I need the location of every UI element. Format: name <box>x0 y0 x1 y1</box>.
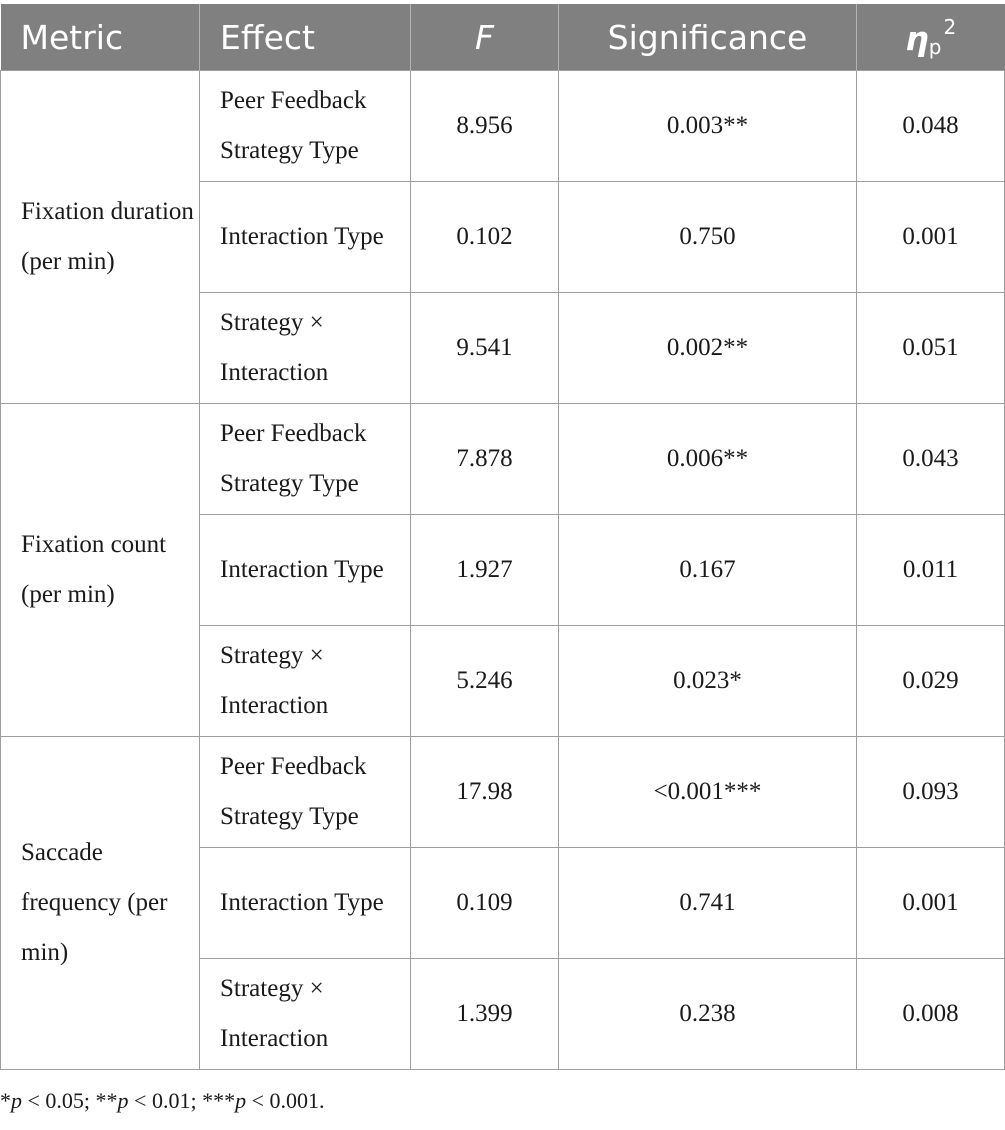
table-row <box>1 404 1005 515</box>
eta-cell: 0.048 <box>857 71 1005 182</box>
metric-cell: Fixation count (per min) <box>1 404 200 737</box>
f-value-cell: 9.541 <box>411 293 559 404</box>
footnote-threshold-1: < 0.05; <box>22 1088 96 1113</box>
header-significance: Significance <box>559 4 857 71</box>
metric-cell: Fixation duration (per min) <box>1 71 200 404</box>
f-value-cell: 17.98 <box>411 737 559 848</box>
eta-cell: 0.001 <box>857 182 1005 293</box>
f-value-cell: 7.878 <box>411 404 559 515</box>
effect-cell: Interaction Type <box>200 848 411 959</box>
f-value-cell: 0.109 <box>411 848 559 959</box>
footnote-p-2: p <box>117 1088 129 1113</box>
effect-cell: Peer Feedback Strategy Type <box>200 404 411 515</box>
eta-cell: 0.043 <box>857 404 1005 515</box>
eta-cell: 0.093 <box>857 737 1005 848</box>
eta-symbol: η <box>905 19 929 58</box>
effect-cell: Strategy × Interaction <box>200 293 411 404</box>
footnote-p-1: p <box>11 1088 22 1113</box>
table-body <box>1 71 1005 1070</box>
significance-cell: 0.002** <box>559 293 857 404</box>
header-f-symbol: F <box>475 17 494 57</box>
header-effect: Effect <box>200 4 411 71</box>
f-value-cell: 5.246 <box>411 626 559 737</box>
f-value-cell: 1.927 <box>411 515 559 626</box>
footnote-star-1: * <box>0 1088 11 1113</box>
f-value-cell: 1.399 <box>411 959 559 1070</box>
effect-cell: Peer Feedback Strategy Type <box>200 71 411 182</box>
eta-cell: 0.008 <box>857 959 1005 1070</box>
metric-cell: Saccade frequency (per min) <box>1 737 200 1070</box>
table-header <box>1 4 1005 71</box>
eta-superscript: 2 <box>943 15 957 39</box>
significance-cell: 0.003** <box>559 71 857 182</box>
eta-cell: 0.011 <box>857 515 1005 626</box>
footnote-p-3: p <box>235 1088 247 1113</box>
effect-cell: Interaction Type <box>200 515 411 626</box>
significance-cell: 0.750 <box>559 182 857 293</box>
footnote-threshold-3: < 0.001. <box>246 1088 325 1113</box>
eta-cell: 0.001 <box>857 848 1005 959</box>
significance-cell: 0.238 <box>559 959 857 1070</box>
effect-cell: Interaction Type <box>200 182 411 293</box>
significance-cell: 0.023* <box>559 626 857 737</box>
footnote-threshold-2: < 0.01; <box>128 1088 203 1113</box>
significance-footnote <box>0 1088 324 1114</box>
significance-cell: 0.741 <box>559 848 857 959</box>
eta-cell: 0.029 <box>857 626 1005 737</box>
header-f <box>411 4 559 71</box>
eta-subscript: p <box>928 35 942 59</box>
significance-cell: <0.001*** <box>559 737 857 848</box>
eta-cell: 0.051 <box>857 293 1005 404</box>
footnote-star-3: *** <box>202 1088 236 1113</box>
header-metric: Metric <box>1 4 200 71</box>
table-row <box>1 737 1005 848</box>
effect-cell: Peer Feedback Strategy Type <box>200 737 411 848</box>
table-row <box>1 71 1005 182</box>
f-value-cell: 0.102 <box>411 182 559 293</box>
significance-cell: 0.006** <box>559 404 857 515</box>
significance-cell: 0.167 <box>559 515 857 626</box>
f-value-cell: 8.956 <box>411 71 559 182</box>
header-row <box>1 4 1005 71</box>
effect-cell: Strategy × Interaction <box>200 626 411 737</box>
header-partial-eta-squared <box>857 4 1005 71</box>
anova-results-table <box>0 4 1005 1070</box>
effect-cell: Strategy × Interaction <box>200 959 411 1070</box>
footnote-star-2: ** <box>95 1088 118 1113</box>
